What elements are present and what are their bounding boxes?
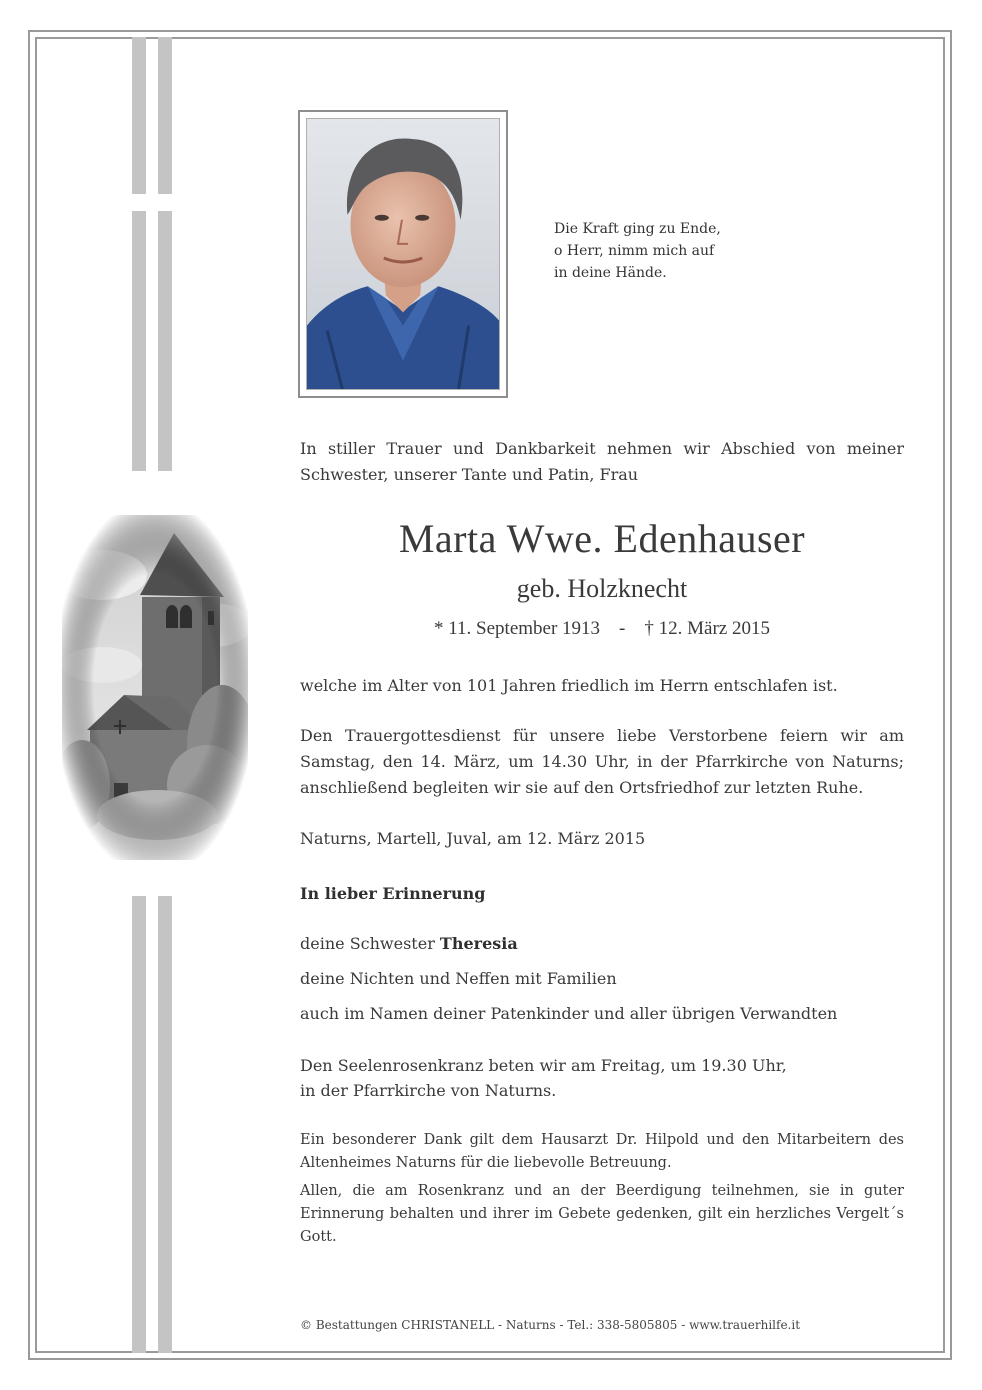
place-date: Naturns, Martell, Juval, am 12. März 2015	[300, 829, 646, 848]
intro-text: In stiller Trauer und Dankbarkeit nehmen wir Abschied von meiner Schwester, unserer Tante und Patin, Frau	[300, 439, 904, 484]
mourner-sister-prefix: deine Schwester	[300, 934, 440, 953]
rosary-line-1: Den Seelenrosenkranz beten wir am Freitag, um 19.30 Uhr,	[300, 1056, 787, 1075]
mourner-sister	[300, 931, 904, 957]
quote-line: Die Kraft ging zu Ende,	[554, 221, 721, 237]
portrait-photo	[306, 118, 500, 390]
life-dates: * 11. September 1913 - † 12. März 2015	[434, 618, 770, 639]
funeral-service-text: Den Trauergottesdienst für unsere liebe Verstorbene feiern wir am Samstag, den 14. März, um 14.30 Uhr, in der Pfarrkirche von Naturns; anschließend begleiten wir sie auf den Ortsfriedhof zur letzten Ruhe.	[300, 726, 904, 797]
memory-heading: In lieber Erinnerung	[300, 884, 486, 903]
birth-name: geb. Holzknecht	[516, 574, 688, 603]
deceased-name: Marta Wwe. Edenhauser	[398, 516, 806, 561]
footer-credit: © Bestattungen CHRISTANELL - Naturns - Tel.: 338-5805805 - www.trauerhilfe.it	[300, 1318, 801, 1332]
thanks-attendees: Allen, die am Rosenkranz und an der Beerdigung teilnehmen, sie in guter Erinnerung behalten und ihrer im Gebete gedenken, gilt ein herzliches Vergelt´s Gott.	[300, 1183, 904, 1245]
stripe-top-right-upper	[158, 37, 172, 194]
stripe-top-left-lower	[132, 211, 146, 471]
quote-line: o Herr, nimm mich auf	[554, 243, 715, 259]
bible-quote	[554, 218, 754, 284]
mourner-sister-name: Theresia	[439, 934, 518, 953]
stripe-bottom-right	[158, 896, 172, 1353]
quote-line: in deine Hände.	[554, 265, 667, 281]
mourner-nieces: deine Nichten und Neffen mit Familien	[300, 969, 617, 988]
passing-text: welche im Alter von 101 Jahren friedlich im Herrn entschlafen ist.	[300, 676, 838, 695]
mourner-godchildren: auch im Namen deiner Patenkinder und aller übrigen Verwandten	[300, 1004, 838, 1023]
church-photo	[62, 515, 248, 860]
rosary-line-2: in der Pfarrkirche von Naturns.	[300, 1081, 557, 1100]
thanks-doctor: Ein besonderer Dank gilt dem Hausarzt Dr. Hilpold und den Mitarbeitern des Altenheimes Naturns für die liebevolle Betreuung.	[300, 1132, 904, 1171]
stripe-bottom-left	[132, 896, 146, 1353]
portrait-frame	[298, 110, 508, 398]
stripe-top-right-lower	[158, 211, 172, 471]
stripe-top-left-upper	[132, 37, 146, 194]
